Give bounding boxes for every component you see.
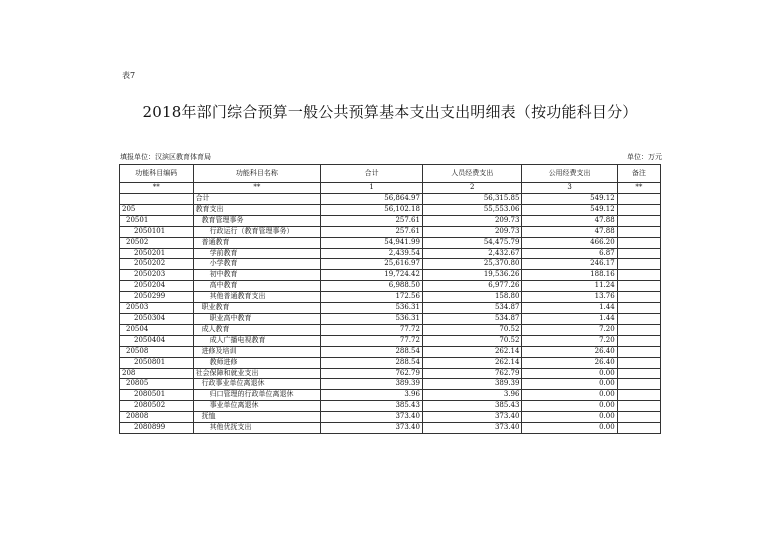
row-staff-cell: 534.87: [422, 303, 522, 314]
row-public-cell: 0.00: [522, 368, 617, 379]
row-total-cell: 257.61: [321, 215, 423, 226]
row-total-cell: 373.40: [321, 423, 423, 434]
row-staff-cell: 54,475.79: [422, 237, 522, 248]
row-total-cell: 288.54: [321, 357, 423, 368]
row-note-cell: [617, 303, 660, 314]
row-public-cell: 0.00: [522, 379, 617, 390]
row-name-cell: 职业教育: [193, 303, 321, 314]
row-public-cell: 466.20: [522, 237, 617, 248]
index-cell: 1: [321, 183, 423, 194]
row-code-cell: [120, 194, 194, 205]
table-row: [120, 281, 661, 292]
table-row: [120, 248, 661, 259]
row-total-cell: 77.72: [321, 335, 423, 346]
header-code: 功能科目编码: [120, 165, 194, 183]
row-staff-cell: 209.73: [422, 215, 522, 226]
row-public-cell: 7.20: [522, 324, 617, 335]
row-total-cell: 2,439.54: [321, 248, 423, 259]
row-name-cell: 合计: [193, 194, 321, 205]
row-staff-cell: 3.96: [422, 390, 522, 401]
row-code-cell: 2050201: [120, 248, 194, 259]
row-code-cell: 20504: [120, 324, 194, 335]
row-code-cell: 2050101: [120, 226, 194, 237]
row-public-cell: 0.00: [522, 412, 617, 423]
row-name-cell: 学前教育: [193, 248, 321, 259]
table-row: [120, 226, 661, 237]
table-header-row: [120, 165, 661, 183]
row-public-cell: 1.44: [522, 313, 617, 324]
row-code-cell: 208: [120, 368, 194, 379]
table-row: [120, 194, 661, 205]
row-code-cell: 2080501: [120, 390, 194, 401]
table-row: [120, 237, 661, 248]
header-public: 公用经费支出: [522, 165, 617, 183]
row-total-cell: 25,616.97: [321, 259, 423, 270]
row-code-cell: 20502: [120, 237, 194, 248]
row-total-cell: 56,102.18: [321, 204, 423, 215]
row-note-cell: [617, 194, 660, 205]
table-row: [120, 423, 661, 434]
index-cell: 3: [522, 183, 617, 194]
row-staff-cell: 56,315.85: [422, 194, 522, 205]
row-code-cell: 2050404: [120, 335, 194, 346]
row-note-cell: [617, 248, 660, 259]
row-public-cell: 0.00: [522, 390, 617, 401]
row-public-cell: 0.00: [522, 401, 617, 412]
header-staff: 人员经费支出: [422, 165, 522, 183]
row-public-cell: 26.40: [522, 346, 617, 357]
table-index-row: [120, 183, 661, 194]
row-note-cell: [617, 401, 660, 412]
row-note-cell: [617, 335, 660, 346]
row-name-cell: 其他优抚支出: [193, 423, 321, 434]
row-public-cell: 47.88: [522, 215, 617, 226]
row-public-cell: 7.20: [522, 335, 617, 346]
row-name-cell: 成人教育: [193, 324, 321, 335]
row-total-cell: 257.61: [321, 226, 423, 237]
table-row: [120, 368, 661, 379]
row-public-cell: 0.00: [522, 423, 617, 434]
row-public-cell: 6.87: [522, 248, 617, 259]
table-row: [120, 379, 661, 390]
row-name-cell: 行政运行（教育管理事务）: [193, 226, 321, 237]
reporting-unit: 填报单位：汉滨区教育体育局: [120, 153, 211, 161]
table-row: [120, 324, 661, 335]
row-note-cell: [617, 204, 660, 215]
row-note-cell: [617, 324, 660, 335]
row-note-cell: [617, 292, 660, 303]
row-name-cell: 初中教育: [193, 270, 321, 281]
table-row: [120, 412, 661, 423]
header-name: 功能科目名称: [193, 165, 321, 183]
row-name-cell: 事业单位离退休: [193, 401, 321, 412]
row-note-cell: [617, 281, 660, 292]
row-total-cell: 77.72: [321, 324, 423, 335]
row-code-cell: 20808: [120, 412, 194, 423]
row-name-cell: 小学教育: [193, 259, 321, 270]
row-public-cell: 549.12: [522, 204, 617, 215]
row-staff-cell: 6,977.26: [422, 281, 522, 292]
row-total-cell: 54,941.99: [321, 237, 423, 248]
row-total-cell: 389.39: [321, 379, 423, 390]
row-total-cell: 288.54: [321, 346, 423, 357]
row-public-cell: 1.44: [522, 303, 617, 314]
row-code-cell: 20805: [120, 379, 194, 390]
page-title: 2018年部门综合预算一般公共预算基本支出支出明细表（按功能科目分）: [142, 103, 638, 121]
index-cell: **: [193, 183, 321, 194]
row-note-cell: [617, 215, 660, 226]
table-row: [120, 390, 661, 401]
row-name-cell: 成人广播电视教育: [193, 335, 321, 346]
row-code-cell: 20508: [120, 346, 194, 357]
row-staff-cell: 762.79: [422, 368, 522, 379]
row-name-cell: 高中教育: [193, 281, 321, 292]
row-name-cell: 归口管理的行政单位离退休: [193, 390, 321, 401]
row-total-cell: 19,724.42: [321, 270, 423, 281]
row-note-cell: [617, 237, 660, 248]
row-code-cell: 2050801: [120, 357, 194, 368]
row-note-cell: [617, 346, 660, 357]
row-code-cell: 2080899: [120, 423, 194, 434]
row-staff-cell: 262.14: [422, 357, 522, 368]
row-code-cell: 2050204: [120, 281, 194, 292]
row-name-cell: 其他普通教育支出: [193, 292, 321, 303]
header-total: 合计: [321, 165, 423, 183]
row-note-cell: [617, 412, 660, 423]
row-staff-cell: 70.52: [422, 335, 522, 346]
row-total-cell: 172.56: [321, 292, 423, 303]
row-staff-cell: 373.40: [422, 423, 522, 434]
row-staff-cell: 389.39: [422, 379, 522, 390]
row-code-cell: 2080502: [120, 401, 194, 412]
row-note-cell: [617, 270, 660, 281]
currency-unit: 单位：万元: [627, 153, 662, 161]
row-staff-cell: 158.80: [422, 292, 522, 303]
row-name-cell: 职业高中教育: [193, 313, 321, 324]
row-name-cell: 行政事业单位离退休: [193, 379, 321, 390]
row-note-cell: [617, 357, 660, 368]
table-row: [120, 270, 661, 281]
row-staff-cell: 25,370.80: [422, 259, 522, 270]
table-row: [120, 292, 661, 303]
row-public-cell: 26.40: [522, 357, 617, 368]
row-public-cell: 11.24: [522, 281, 617, 292]
row-code-cell: 20503: [120, 303, 194, 314]
header-note: 备注: [617, 165, 660, 183]
table-row: [120, 204, 661, 215]
row-total-cell: 56,864.97: [321, 194, 423, 205]
table-row: [120, 401, 661, 412]
row-name-cell: 教师进修: [193, 357, 321, 368]
index-cell: 2: [422, 183, 522, 194]
row-note-cell: [617, 390, 660, 401]
row-note-cell: [617, 313, 660, 324]
table-tag: 表7: [122, 71, 136, 80]
row-total-cell: 762.79: [321, 368, 423, 379]
row-name-cell: 抚恤: [193, 412, 321, 423]
row-total-cell: 6,988.50: [321, 281, 423, 292]
expenditure-table: [119, 164, 661, 434]
row-staff-cell: 55,553.06: [422, 204, 522, 215]
row-name-cell: 教育管理事务: [193, 215, 321, 226]
index-cell: **: [120, 183, 194, 194]
row-staff-cell: 209.73: [422, 226, 522, 237]
table-row: [120, 357, 661, 368]
row-staff-cell: 19,536.26: [422, 270, 522, 281]
table-row: [120, 215, 661, 226]
table-row: [120, 303, 661, 314]
row-public-cell: 246.17: [522, 259, 617, 270]
row-code-cell: 2050304: [120, 313, 194, 324]
row-code-cell: 205: [120, 204, 194, 215]
row-total-cell: 536.31: [321, 303, 423, 314]
row-staff-cell: 70.52: [422, 324, 522, 335]
row-name-cell: 进修及培训: [193, 346, 321, 357]
row-note-cell: [617, 379, 660, 390]
row-public-cell: 549.12: [522, 194, 617, 205]
table-row: [120, 335, 661, 346]
row-total-cell: 536.31: [321, 313, 423, 324]
row-code-cell: 2050203: [120, 270, 194, 281]
table-row: [120, 313, 661, 324]
row-code-cell: 20501: [120, 215, 194, 226]
row-name-cell: 普通教育: [193, 237, 321, 248]
row-staff-cell: 534.87: [422, 313, 522, 324]
row-staff-cell: 262.14: [422, 346, 522, 357]
row-note-cell: [617, 423, 660, 434]
row-name-cell: 教育支出: [193, 204, 321, 215]
row-note-cell: [617, 368, 660, 379]
row-total-cell: 373.40: [321, 412, 423, 423]
row-code-cell: 2050202: [120, 259, 194, 270]
row-note-cell: [617, 259, 660, 270]
row-staff-cell: 2,432.67: [422, 248, 522, 259]
table-row: [120, 259, 661, 270]
row-total-cell: 385.43: [321, 401, 423, 412]
index-cell: **: [617, 183, 660, 194]
row-public-cell: 47.88: [522, 226, 617, 237]
table-row: [120, 346, 661, 357]
row-name-cell: 社会保障和就业支出: [193, 368, 321, 379]
row-staff-cell: 385.43: [422, 401, 522, 412]
row-public-cell: 188.16: [522, 270, 617, 281]
row-total-cell: 3.96: [321, 390, 423, 401]
row-public-cell: 13.76: [522, 292, 617, 303]
row-note-cell: [617, 226, 660, 237]
row-staff-cell: 373.40: [422, 412, 522, 423]
row-code-cell: 2050299: [120, 292, 194, 303]
